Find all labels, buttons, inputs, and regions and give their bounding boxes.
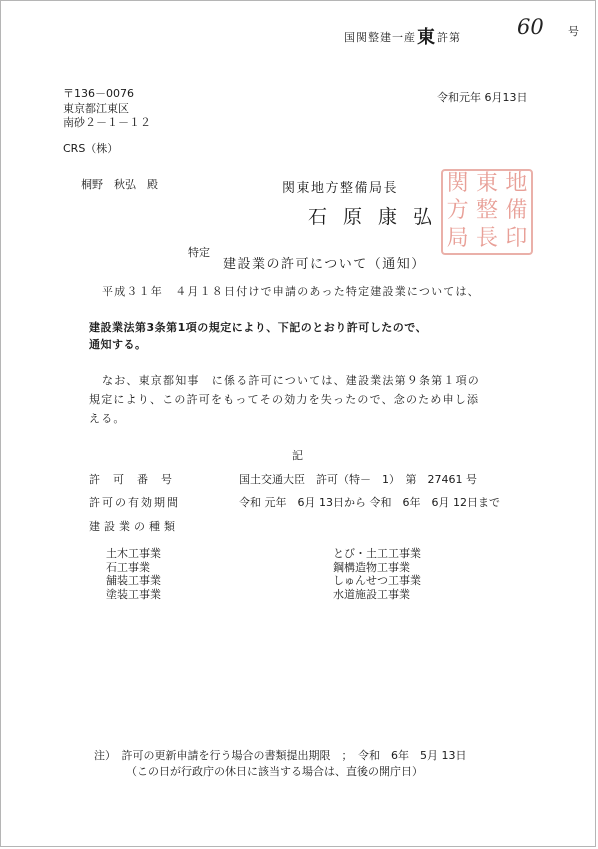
permit-number-label: 許 可 番 号 (89, 473, 173, 486)
seal-char: 方 (446, 198, 469, 224)
recipient-company: CRS（株） (63, 142, 119, 155)
business-types-right (333, 547, 421, 601)
seal-char: 東 (475, 171, 498, 196)
seal-char: 関 (446, 171, 469, 196)
business-types-label: 建設業の種類 (89, 520, 179, 533)
paragraph-2-line1: 建設業法第3条第1項の規定により、下記のとおり許可したので、 (89, 321, 428, 334)
recipient-name: 桐野 秋弘 殿 (81, 178, 158, 191)
seal-char: 備 (505, 198, 528, 224)
renewal-note-detail: （この日が行政庁の休日に該当する場合は、直後の開庁日） (126, 765, 423, 778)
paragraph-2-line2: 通知する。 (89, 338, 147, 351)
permit-number: 60 (517, 15, 544, 39)
permit-go: 号 (568, 25, 579, 38)
permit-suffix: 許第 (437, 31, 461, 44)
list-item: 水道施設工事業 (333, 587, 410, 601)
permit-handwritten-char: 東 (417, 27, 436, 48)
sender-title: 関東地方整備局長 (282, 181, 399, 196)
business-types-left (106, 547, 161, 601)
paragraph-3-line2: 規定により、この許可をもってその効力を失ったので、念のため申し添 (89, 393, 480, 406)
list-item: 塗装工事業 (106, 587, 161, 601)
issue-date: 令和元年 6月13日 (437, 91, 528, 104)
subject-prefix: 特定 (188, 246, 210, 259)
permit-prefix: 国関整建一産 (344, 31, 416, 44)
list-item: 鋼構造物工事業 (333, 560, 410, 574)
list-item: しゅんせつ工事業 (333, 574, 421, 587)
seal-char: 局 (446, 225, 469, 251)
seal-char: 印 (505, 225, 528, 251)
recipient-postal: 〒136－0076 (63, 87, 134, 100)
list-item: 舗装工事業 (106, 574, 161, 587)
list-item: とび・土工工事業 (333, 547, 421, 560)
permit-number-value: 国土交通大臣 許可（特－ 1） 第 27461 号 (239, 473, 477, 486)
seal-char: 地 (505, 171, 528, 196)
seal-char: 整 (475, 198, 498, 224)
validity-period-label: 許可の有効期間 (89, 496, 180, 509)
list-item: 土木工事業 (106, 547, 161, 560)
subject-title: 建設業の許可について（通知） (223, 257, 426, 272)
official-seal (441, 169, 533, 255)
paragraph-3-line3: える。 (89, 412, 126, 425)
paragraph-1: 平成３１年 ４月１８日付けで申請のあった特定建設業については、 (102, 285, 480, 298)
permit-header (344, 23, 461, 49)
recipient-address2: 南砂２－１－１２ (63, 116, 151, 129)
recipient-address1: 東京都江東区 (63, 102, 129, 115)
validity-period-value: 令和 元年 6月 13日から 令和 6年 6月 12日まで (239, 496, 500, 509)
ki-heading: 記 (292, 449, 303, 462)
seal-char: 長 (475, 225, 498, 251)
sender-name: 石原康弘 (308, 206, 449, 228)
renewal-note: 注） 許可の更新申請を行う場合の書類提出期限 ； 令和 6年 5月 13日 (94, 749, 467, 762)
paragraph-3-line1: なお、東京都知事 に係る許可については、建設業法第９条第１項の (102, 374, 480, 387)
list-item: 石工事業 (106, 560, 150, 574)
